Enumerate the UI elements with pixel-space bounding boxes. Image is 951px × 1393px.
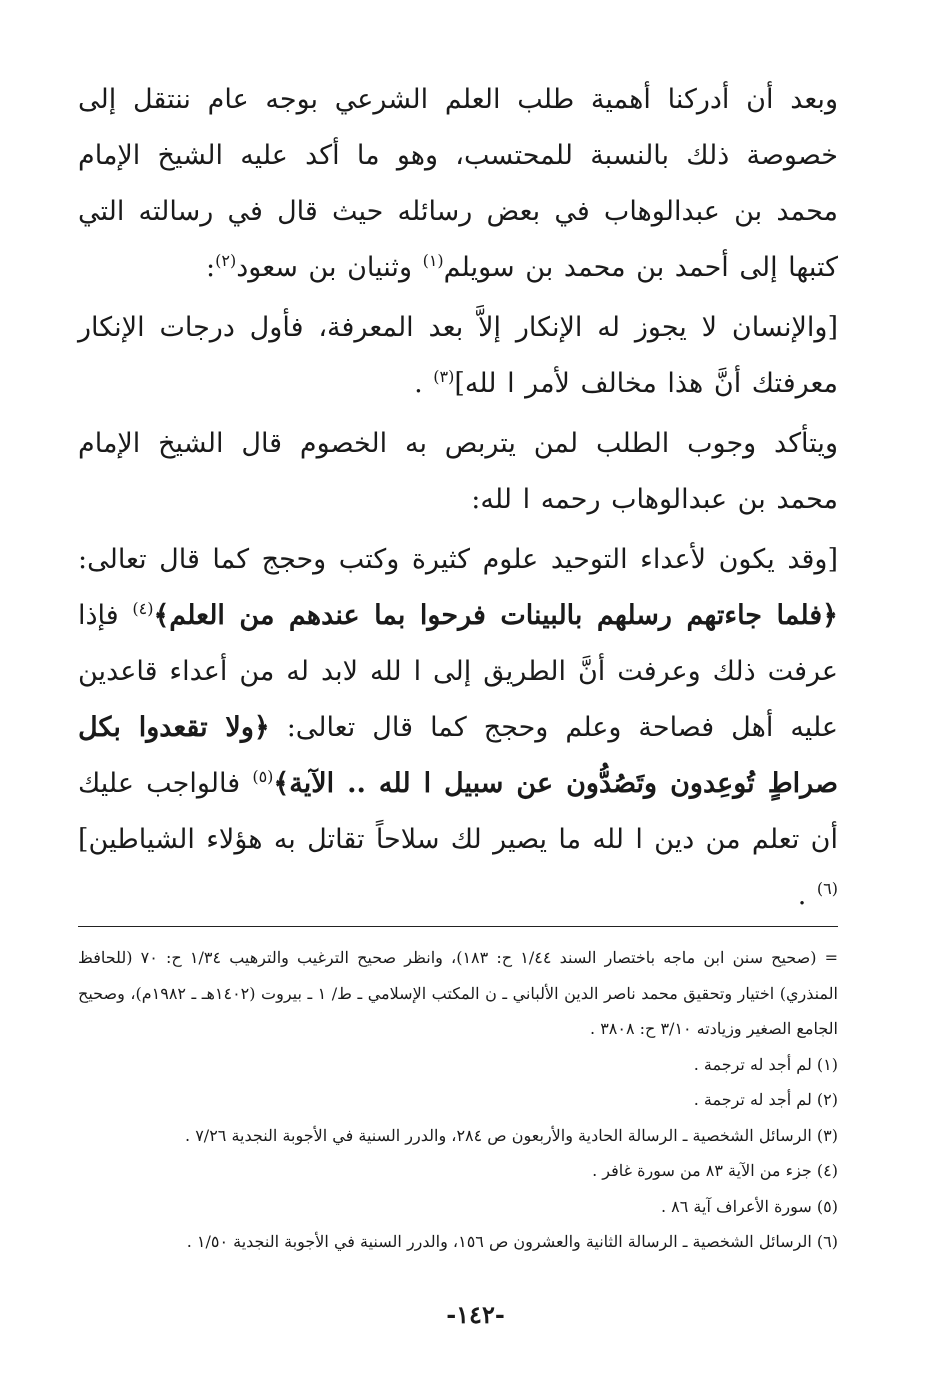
quran-verse-2: ﴿ولا تقعدوا بكل صراطٍ تُوعِدون وتَصُدُّون عن سبيل ا لله .. الآية﴾ (78, 712, 838, 799)
quran-verse-1: ﴿فلما جاءتهم رسلهم بالبينات فرحوا بما عندهم من العلم﴾ (153, 600, 838, 631)
footnote-continuation: = (صحيح سنن ابن ماجه باختصار السند ١/٤٤ ح: ١٨٣)، وانظر صحيح الترغيب والترهيب ١/٣٤ ح: ٧٠ (للحافظ المنذري) اختيار وتحقيق محمد ناصر الدين الألباني ـ ن المكتب الإسلامي ـ ط/ ١ ـ بيروت (١٤٠٢هـ ـ ١٩٨٢م)، وصحيح الجامع الصغير وزيادته ٣/١٠ ح: ٣٨٠٨ . (78, 948, 839, 1038)
paragraph-2-end: . (414, 368, 434, 399)
footnote-6: (٦) الرسائل الشخصية ـ الرسالة الثانية والعشرون ص ١٥٦، والدرر السنية في الأجوبة النجدية ١/٥٠ . (186, 1232, 838, 1251)
paragraph-4-end: فالواجب عليك أن تعلم من دين ا لله ما يصير لك سلاحاً تقاتل به هؤلاء الشياطين] (78, 768, 838, 855)
paragraph-2-quote (78, 300, 838, 412)
footnote-separator (78, 926, 838, 927)
paragraph-4-start: [وقد يكون لأعداء التوحيد علوم كثيرة وكتب وحجج كما قال تعالى: (78, 544, 838, 575)
paragraph-1 (78, 72, 838, 296)
footnote-ref-6[interactable]: (٦) (816, 879, 838, 898)
paragraph-4-close: . (797, 880, 817, 911)
paragraph-4-mid: فإذا عرفت ذلك وعرفت أنَّ الطريق إلى ا لله لابد له من أعداء قاعدين عليه أهل فصاحة وعلم وحجج كما قال تعالى: (78, 600, 839, 743)
footnote-ref-5[interactable]: (٥) (252, 767, 274, 786)
footnote-1: (١) لم أجد له ترجمة . (693, 1054, 838, 1074)
footnote-ref-3[interactable]: (٣) (433, 367, 455, 386)
footnote-5: (٥) سورة الأعراف آية ٨٦ . (660, 1196, 838, 1216)
paragraph-3-text: ويتأكد وجوب الطلب لمن يتربص به الخصوم قال الشيخ الإمام محمد بن عبدالوهاب رحمه ا لله: (78, 428, 838, 515)
page-number: -١٤٢- (446, 1300, 505, 1329)
footnote-4: (٤) جزء من الآية ٨٣ من سورة غافر . (592, 1161, 838, 1180)
footnote-ref-1[interactable]: (١) (422, 251, 444, 270)
footnote-ref-2[interactable]: (٢) (215, 251, 237, 270)
paragraph-4-quote (78, 532, 838, 924)
paragraph-2-text: [والإنسان لا يجوز له الإنكار إلاَّ بعد المعرفة، فأول درجات الإنكار معرفتك أنَّ هذا مخالف لأمر ا لله] (78, 312, 838, 399)
paragraph-3 (78, 416, 838, 528)
footnote-3: (٣) الرسائل الشخصية ـ الرسالة الحادية والأربعون ص ٢٨٤، والدرر السنية في الأجوبة النجدية ٧/٢٦ . (185, 1125, 838, 1145)
footnote-ref-4[interactable]: (٤) (132, 599, 154, 618)
footnotes (78, 940, 838, 1260)
paragraph-1-end: : (206, 252, 216, 283)
paragraph-1-mid: وثنيان بن سعود (236, 252, 423, 283)
main-text (78, 72, 838, 928)
paragraph-1-text: وبعد أن أدركنا أهمية طلب العلم الشرعي بوجه عام ننتقل إلى خصوصة ذلك بالنسبة للمحتسب، وهو ما أكد عليه الشيخ الإمام محمد بن عبدالوهاب في بعض رسائله حيث قال في رسالته التي كتبها إلى أحمد بن محمد بن سويلم (78, 84, 838, 283)
footnote-2: (٢) لم أجد له ترجمة . (693, 1090, 838, 1109)
